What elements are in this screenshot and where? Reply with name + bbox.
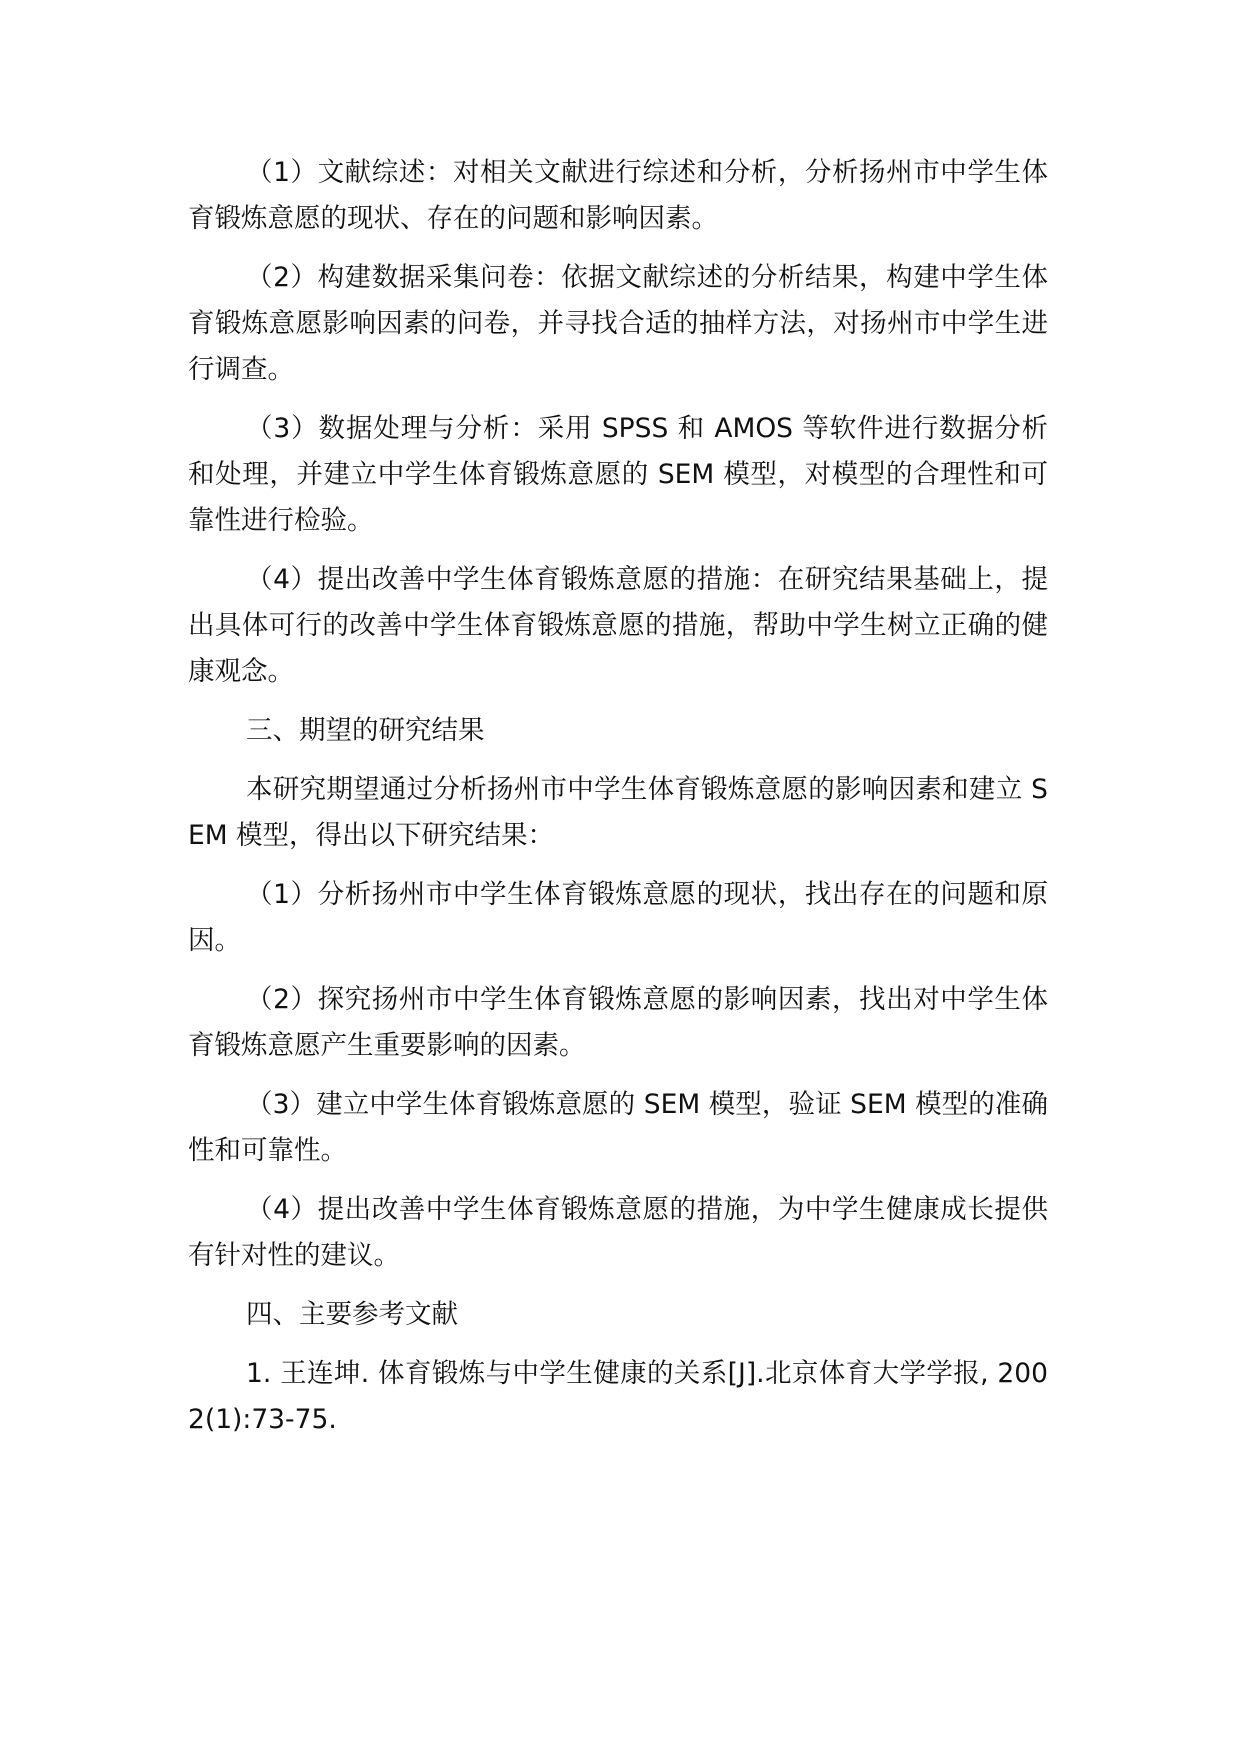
result-item-4: （4）提出改善中学生体育锻炼意愿的措施，为中学生健康成长提供有针对性的建议。 [188, 1194, 1048, 1271]
method-item-4: （4）提出改善中学生体育锻炼意愿的措施：在研究结果基础上，提出具体可行的改善中学生体育锻炼意愿的措施，帮助中学生树立正确的健康观念。 [188, 564, 1048, 687]
method-item-1: （1）文献综述：对相关文献进行综述和分析，分析扬州市中学生体育锻炼意愿的现状、存在的问题和影响因素。 [188, 157, 1048, 234]
result-item-2: （2）探究扬州市中学生体育锻炼意愿的影响因素，找出对中学生体育锻炼意愿产生重要影响的因素。 [188, 984, 1048, 1061]
section-heading-references: 四、主要参考文献 [246, 1299, 458, 1330]
result-item-1: （1）分析扬州市中学生体育锻炼意愿的现状，找出存在的问题和原因。 [188, 879, 1048, 956]
document-body [188, 150, 1048, 1456]
section-heading-expected-results: 三、期望的研究结果 [246, 715, 485, 746]
expected-results-intro: 本研究期望通过分析扬州市中学生体育锻炼意愿的影响因素和建立 SEM 模型，得出以下研究结果： [188, 774, 1048, 851]
result-item-3: （3）建立中学生体育锻炼意愿的 SEM 模型，验证 SEM 模型的准确性和可靠性。 [188, 1089, 1048, 1166]
reference-item-1: 1. 王连坤. 体育锻炼与中学生健康的关系[J].北京体育大学学报, 2002(1):73-75. [188, 1358, 1048, 1435]
method-item-3: （3）数据处理与分析：采用 SPSS 和 AMOS 等软件进行数据分析和处理，并建立中学生体育锻炼意愿的 SEM 模型，对模型的合理性和可靠性进行检验。 [188, 413, 1048, 536]
method-item-2: （2）构建数据采集问卷：依据文献综述的分析结果，构建中学生体育锻炼意愿影响因素的问卷，并寻找合适的抽样方法，对扬州市中学生进行调查。 [188, 262, 1048, 385]
